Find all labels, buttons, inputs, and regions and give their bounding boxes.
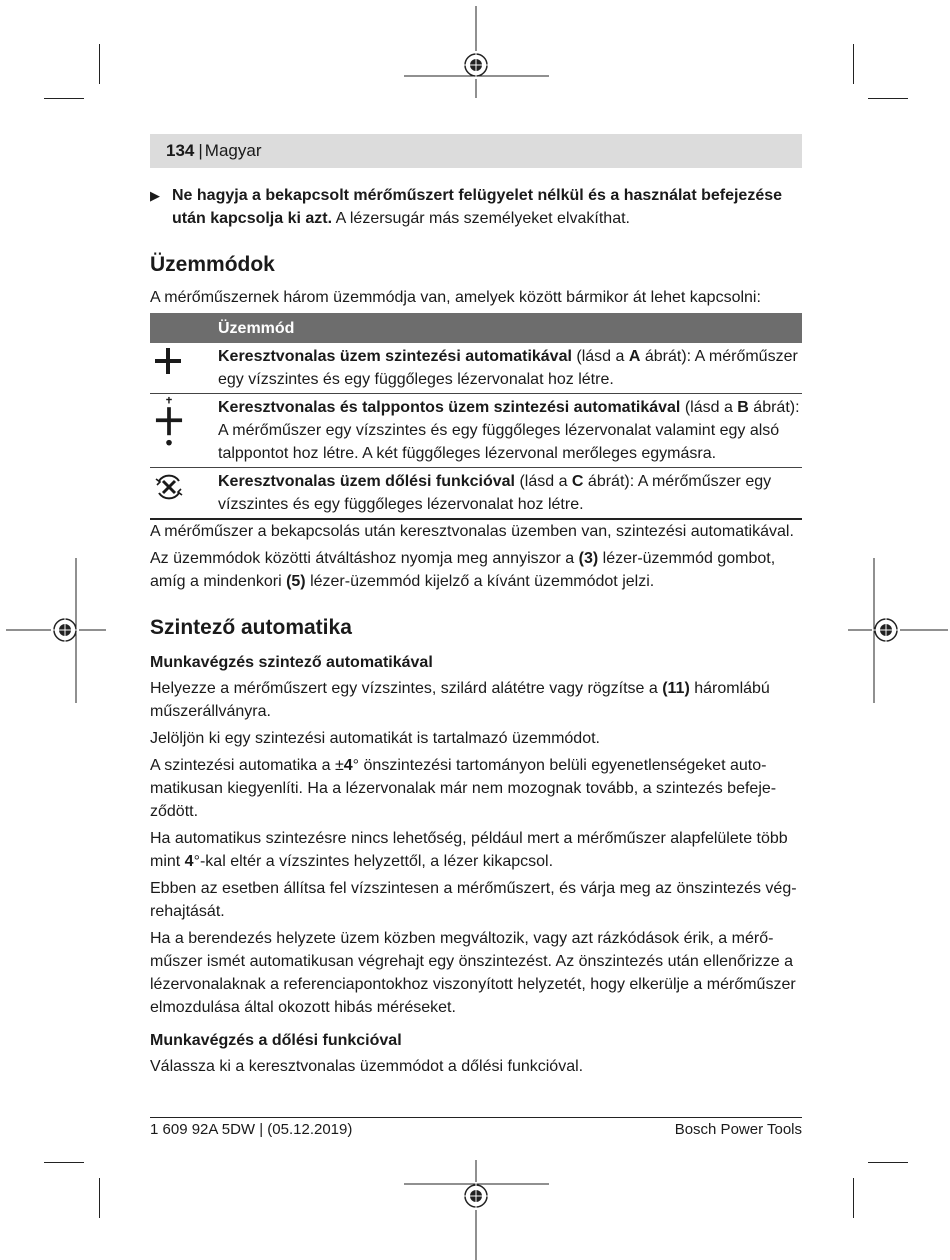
modes-table (150, 313, 802, 520)
text-run: Helyezze a mérőműszert egy vízszintes, szilárd alátétre vagy rögzítse a (150, 680, 663, 697)
text-run: lézer-üzemmód kijelző a kívánt üzemmódot jelzi. (305, 573, 655, 590)
crop-mark (99, 44, 100, 84)
footer-doc-id: 1 609 92A 5DW | (05.12.2019) (150, 1121, 353, 1138)
mode-text: ábrát): A mérőműszer egy vízszintes és egy függőleges lézervonalat hoz létre. (218, 348, 798, 388)
crop-mark (44, 98, 84, 99)
text-run: °-kal eltér a vízszintes helyzettől, a lézer kikapcsol. (193, 853, 554, 870)
page-footer (150, 1117, 802, 1138)
figure-ref: C (571, 473, 584, 490)
mode-name: Keresztvonalas üzem szintezési automatikával (218, 348, 572, 365)
modes-table-header: Üzemmód (150, 313, 802, 343)
text-run: ° önszintezési tartományon belüli egyenetlenségeket automatikusan kiegyenlíti. Ha a lézervonalak már nem mozognak tovább, a szintezés befejeződött. (150, 757, 777, 820)
subsection-title: Munkavégzés a dőlési funkcióval (150, 1032, 402, 1049)
paragraph (150, 677, 802, 723)
text-run: A szintezési automatika a ± (150, 757, 344, 774)
mode-text: (lásd a (571, 348, 629, 365)
crop-mark (853, 1178, 854, 1218)
item-ref: (5) (286, 573, 306, 590)
text-run: Ha automatikus szintezésre nincs lehetőség, például mert a mérőműszer alapfelülete több mint (150, 830, 788, 870)
footer-brand: Bosch Power Tools (674, 1121, 802, 1138)
mode-name: Keresztvonalas és talppontos üzem szintezési automatikával (218, 399, 681, 416)
page-header (150, 134, 802, 168)
page-content (150, 184, 802, 1082)
crop-mark (868, 1162, 908, 1163)
subsection-title: Munkavégzés szintező automatikával (150, 654, 433, 671)
table-row (150, 468, 802, 520)
crop-mark (868, 98, 908, 99)
text-run: lézer-üzemmód gombot, amíg a mindenkori (150, 550, 776, 590)
registration-mark-icon (848, 558, 948, 703)
bullet-arrow-icon: ▶ (150, 188, 160, 203)
figure-ref: A (628, 348, 641, 365)
cross-line-plumb-icon (152, 396, 186, 452)
after-table-text: A mérőműszer a bekapcsolás után keresztvonalas üzemben van, szintezési automatikával. (150, 523, 794, 540)
header-separator: | (198, 141, 203, 160)
section-title-leveling: Szintező automatika (150, 616, 352, 639)
modes-intro: A mérőműszernek három üzemmódja van, amelyek között bármikor át lehet kapcsolni: (150, 289, 761, 306)
paragraph (150, 827, 802, 873)
mode-name: Keresztvonalas üzem dőlési funkcióval (218, 473, 515, 490)
registration-mark-icon (404, 6, 549, 106)
paragraph: Ha a berendezés helyzete üzem közben megváltozik, vagy azt rázkódások érik, a mérőműszer ismét automatikusan végrehajt egy önszintezést. Az önszintezés után ellenőrizze a lézervonalaknak a referenciapontokhoz viszonyított helyzetét, hogy elkerülje a mérőműszer elmozdulása által okozott hibás méréseket. (150, 930, 796, 1016)
mode-text: (lásd a (515, 473, 572, 490)
text-run: háromlábú műszerállványra. (150, 680, 770, 720)
crop-mark (99, 1178, 100, 1218)
registration-mark-icon (404, 1160, 549, 1260)
item-ref: (11) (662, 680, 690, 697)
switch-paragraph (150, 547, 802, 593)
item-ref: 4 (184, 853, 194, 870)
mode-text: ábrát): A mérőműszer egy vízszintes és egy függőleges lézervonalat valamint egy alsó talppontot hoz létre. A két függőleges lézervonal merőleges egymásra. (218, 399, 800, 462)
tilt-function-icon (152, 470, 186, 504)
paragraph: Válassza ki a keresztvonalas üzemmódot a dőlési funkcióval. (150, 1058, 584, 1075)
figure-ref: B (737, 399, 749, 416)
paragraph: Jelöljön ki egy szintezési automatikát is tartalmazó üzemmódot. (150, 730, 600, 747)
paragraph: Ebben az esetben állítsa fel vízszintesen a mérőműszert, és várja meg az önszintezés végrehajtását. (150, 880, 797, 920)
paragraph (150, 754, 802, 823)
warning-bold-text: Ne hagyja a bekapcsolt mérőműszert felügyelet nélkül és a használat befejezése után kapcsolja ki azt. (172, 187, 783, 227)
section-title-modes: Üzemmódok (150, 253, 275, 276)
page-number: 134 (166, 141, 195, 160)
warning-notice (150, 184, 802, 230)
table-row (150, 343, 802, 394)
item-ref: 4 (343, 757, 353, 774)
header-language: Magyar (204, 141, 262, 160)
crop-mark (853, 44, 854, 84)
item-ref: (3) (578, 550, 599, 567)
text-run: Az üzemmódok közötti átváltáshoz nyomja meg annyiszor a (150, 550, 579, 567)
registration-mark-icon (6, 558, 106, 703)
table-row (150, 394, 802, 468)
cross-line-icon (152, 345, 186, 379)
warning-text: A lézersugár más személyeket elvakíthat. (332, 210, 630, 227)
mode-text: ábrát): A mérőműszer egy vízszintes és egy függőleges lézervonalat hoz létre. (218, 473, 772, 513)
mode-text: (lásd a (680, 399, 738, 416)
crop-mark (44, 1162, 84, 1163)
